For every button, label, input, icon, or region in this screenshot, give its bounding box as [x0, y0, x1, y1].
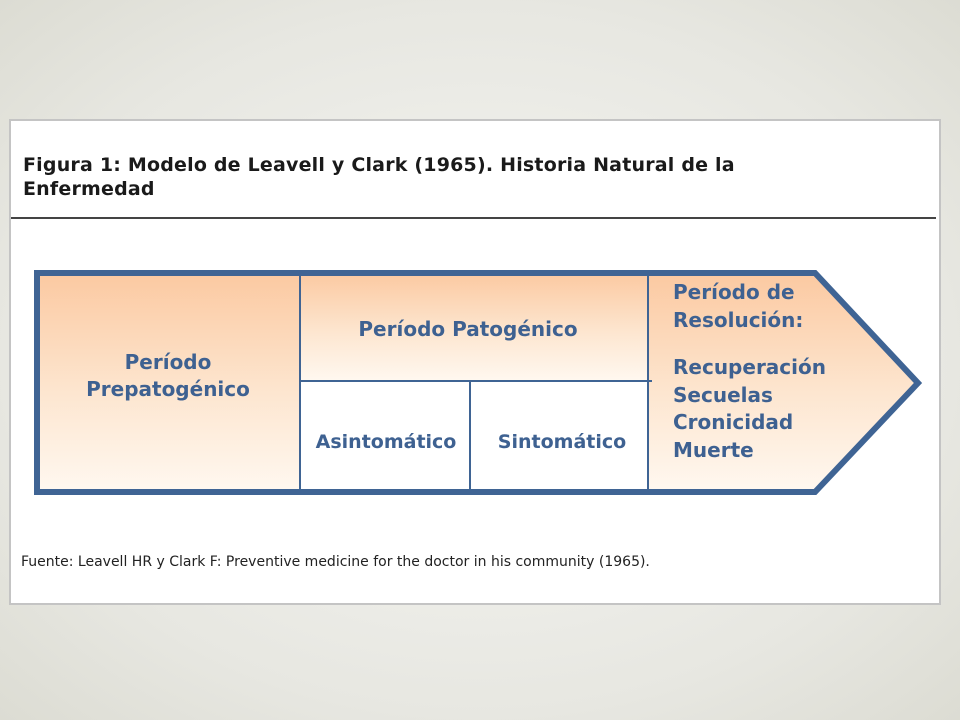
outcome-muerte: Muerte: [673, 438, 754, 462]
figure-title-line-2: Enfermedad: [23, 178, 155, 200]
label-patogenico: Período Patogénico: [358, 317, 578, 341]
label-asintomatico: Asintomático: [315, 431, 457, 453]
label-sintomatico: Sintomático: [497, 431, 627, 453]
label-prepatogenico-2: Prepatogénico: [86, 377, 250, 401]
label-prepatogenico-1: Período: [124, 350, 212, 374]
figure-source: Fuente: Leavell HR y Clark F: Preventive medicine for the doctor in his community (1965).: [21, 554, 650, 570]
outcome-cronicidad: Cronicidad: [673, 410, 794, 434]
outcome-secuelas: Secuelas: [673, 383, 773, 407]
figure-title-line-1: Figura 1: Modelo de Leavell y Clark (1965). Historia Natural de la: [23, 154, 735, 176]
label-resolucion-2: Resolución:: [673, 308, 804, 332]
outcome-recuperacion: Recuperación: [673, 355, 826, 379]
label-resolucion-1: Período de: [673, 280, 795, 304]
